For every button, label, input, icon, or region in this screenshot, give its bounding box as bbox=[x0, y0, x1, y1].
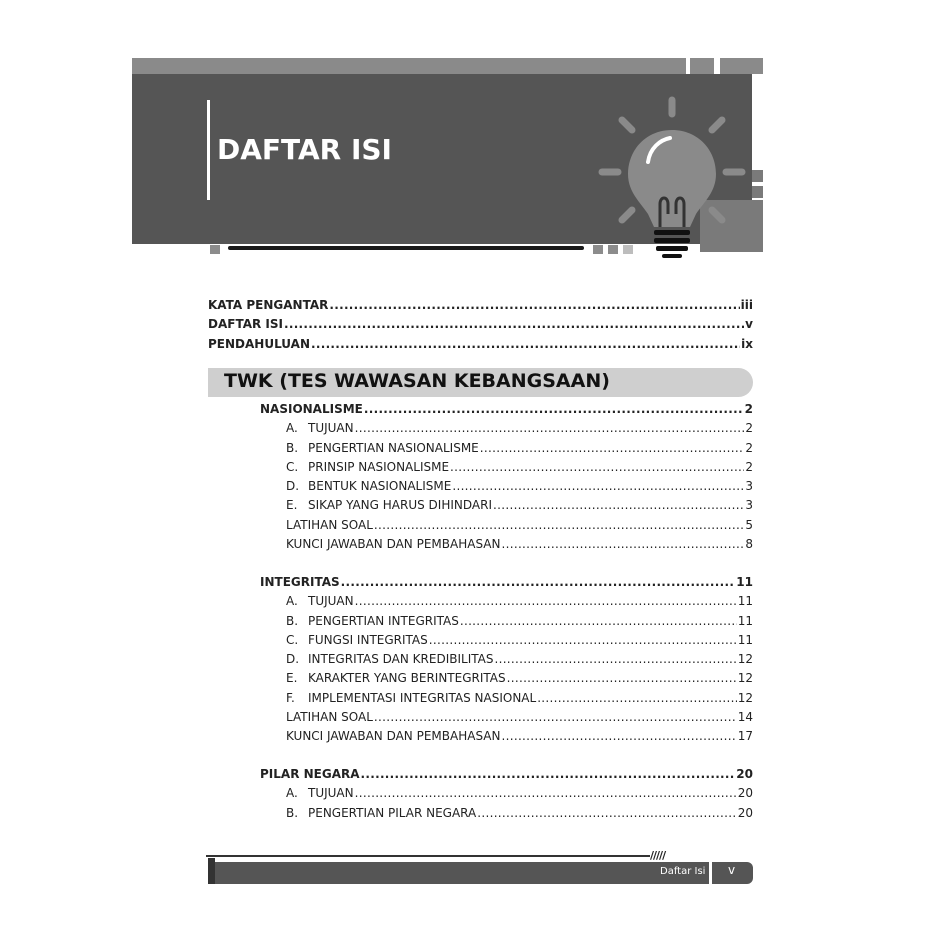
page-title: DAFTAR ISI bbox=[217, 133, 392, 166]
toc-entry[interactable]: A. TUJUAN ..... 11 bbox=[260, 592, 753, 611]
toc-chapter bbox=[260, 765, 753, 823]
section-header bbox=[208, 368, 753, 397]
toc-entry[interactable]: C. FUNGSI INTEGRITAS ..... 11 bbox=[260, 631, 753, 650]
toc-entry[interactable]: DAFTAR ISI ..... v bbox=[208, 315, 753, 334]
toc-chapter-entry[interactable]: INTEGRITAS ..... 11 bbox=[260, 573, 753, 592]
toc-chapter-entry[interactable]: PILAR NEGARA ..... 20 bbox=[260, 765, 753, 784]
toc-chapter-entry[interactable]: NASIONALISME ..... 2 bbox=[260, 400, 753, 419]
section-title: TWK (TES WAWASAN KEBANGSAAN) bbox=[224, 370, 610, 392]
footer-rule bbox=[206, 855, 650, 857]
toc-entry[interactable]: PENDAHULUAN ..... ix bbox=[208, 335, 753, 354]
title-accent-bar bbox=[207, 100, 210, 200]
decorative-square bbox=[593, 245, 603, 254]
toc-entry[interactable]: KUNCI JAWABAN DAN PEMBAHASAN ..... 17 bbox=[260, 727, 753, 746]
header-underline bbox=[228, 246, 584, 250]
toc-entry[interactable]: LATIHAN SOAL ..... 5 bbox=[260, 516, 753, 535]
toc-entry[interactable]: A. TUJUAN ..... 20 bbox=[260, 784, 753, 803]
footer-label: Daftar Isi bbox=[660, 866, 706, 877]
toc-entry[interactable]: KUNCI JAWABAN DAN PEMBAHASAN ..... 8 bbox=[260, 535, 753, 554]
toc-entry[interactable]: E. KARAKTER YANG BERINTEGRITAS ..... 12 bbox=[260, 669, 753, 688]
footer-accent bbox=[208, 858, 215, 884]
toc-entry[interactable]: B. PENGERTIAN PILAR NEGARA ..... 20 bbox=[260, 804, 753, 823]
toc-entry[interactable]: KATA PENGANTAR ..... iii bbox=[208, 296, 753, 315]
toc-entry[interactable]: D. INTEGRITAS DAN KREDIBILITAS ..... 12 bbox=[260, 650, 753, 669]
toc-chapter bbox=[260, 573, 753, 747]
toc-entry[interactable]: B. PENGERTIAN INTEGRITAS ..... 11 bbox=[260, 612, 753, 631]
toc-entry[interactable]: E. SIKAP YANG HARUS DIHINDARI ..... 3 bbox=[260, 496, 753, 515]
toc-entry[interactable]: C. PRINSIP NASIONALISME ..... 2 bbox=[260, 458, 753, 477]
toc-entry[interactable]: D. BENTUK NASIONALISME ..... 3 bbox=[260, 477, 753, 496]
toc-entry[interactable]: LATIHAN SOAL ..... 14 bbox=[260, 708, 753, 727]
toc-entry[interactable]: A. TUJUAN ..... 2 bbox=[260, 419, 753, 438]
footer-hatch-decoration: ///// bbox=[650, 849, 666, 862]
decorative-square bbox=[608, 245, 618, 254]
header-square bbox=[690, 58, 714, 74]
decorative-square bbox=[210, 245, 220, 254]
toc-chapter bbox=[260, 400, 753, 554]
lightbulb-icon bbox=[590, 92, 760, 267]
footer-separator bbox=[709, 860, 712, 884]
toc-entry[interactable]: F. IMPLEMENTASI INTEGRITAS NASIONAL ..... 12 bbox=[260, 689, 753, 708]
header-square bbox=[720, 58, 763, 74]
page-number: v bbox=[728, 863, 736, 877]
header-top-strip bbox=[132, 58, 686, 74]
decorative-square bbox=[623, 245, 633, 254]
toc-entry[interactable]: B. PENGERTIAN NASIONALISME ..... 2 bbox=[260, 439, 753, 458]
toc-front-matter bbox=[208, 296, 753, 354]
